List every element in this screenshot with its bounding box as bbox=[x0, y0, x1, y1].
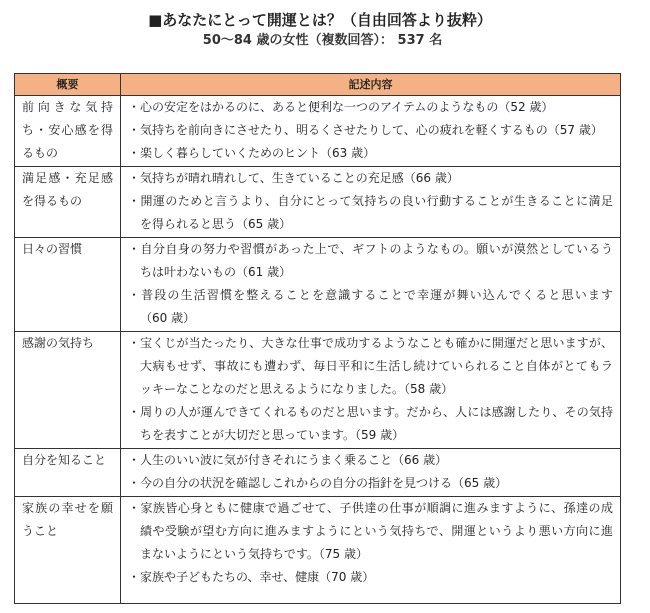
response-line: ちは叶わないもの（61 歳） bbox=[140, 265, 292, 279]
description-cell bbox=[121, 167, 621, 238]
response-line: ・宝くじが当たったり、大きな仕事で成功するようなことも確かに開運だと思いますが、 bbox=[128, 336, 613, 350]
table-row bbox=[15, 332, 621, 449]
response-line: ・心の安定をはかるのに、あると便利な一つのアイテムのようなもの（52 歳） bbox=[128, 100, 554, 114]
description-cell bbox=[121, 497, 621, 604]
response-line: ・開運のためと言うより、自分にとって気持ちの良い行動することが生きることに満足 bbox=[128, 194, 613, 208]
response-item bbox=[128, 449, 613, 472]
survey-table bbox=[14, 73, 621, 604]
response-line: （60 歳） bbox=[140, 311, 196, 325]
response-line: ・楽しく暮らしていくためのヒント（63 歳） bbox=[128, 146, 376, 160]
summary-cell bbox=[15, 167, 121, 238]
summary-label: 自分を知ること bbox=[22, 453, 107, 467]
summary-cell bbox=[15, 449, 121, 497]
description-cell bbox=[121, 96, 621, 167]
summary-label: 日々の習慣 bbox=[22, 242, 83, 256]
response-line: ッキーなことなのだと思えるようになりました。（58 歳） bbox=[140, 382, 454, 396]
response-item bbox=[128, 119, 613, 142]
response-item bbox=[128, 190, 613, 236]
summary-label: 前向きな気持ち・安心感を得るもの bbox=[22, 100, 113, 160]
response-line: ・普段の生活習慣を整えることを意識することで幸運が舞い込んでくると思います bbox=[128, 288, 613, 302]
summary-label: 感謝の気持ち bbox=[22, 336, 95, 350]
table-row bbox=[15, 238, 621, 332]
response-line: ・家族皆心身ともに健康で過ごせて、子供達の仕事が順調に進みますように、孫達の成 bbox=[128, 501, 613, 515]
response-line: ・家族や子どもたちの、幸せ、健康（70 歳） bbox=[128, 570, 375, 584]
response-item bbox=[128, 167, 613, 190]
response-line: ・周りの人が運んできてくれるものだと思います。だから、人には感謝したり、その気持 bbox=[128, 405, 613, 419]
response-line: ・気持ちを前向きにさせたり、明るくさせたりして、心の疲れを軽くするもの（57 歳） bbox=[128, 123, 603, 137]
description-cell bbox=[121, 332, 621, 449]
summary-label: 家族の幸せを願うこと bbox=[22, 501, 113, 538]
response-line: ・自分自身の努力や習慣があった上で、ギフトのようなもの。願いが漠然としているう bbox=[128, 242, 613, 256]
response-item bbox=[128, 96, 613, 119]
column-header-content: 記述内容 bbox=[121, 74, 621, 96]
response-line: 績や受験が望む方向に進みますようにという気持ちで、開運というより悪い方向に進 bbox=[140, 524, 613, 538]
table-row bbox=[15, 167, 621, 238]
page-subtitle: 50～84 歳の女性（複数回答）： 537 名 bbox=[202, 33, 443, 48]
response-item bbox=[128, 472, 613, 495]
table-header-row bbox=[15, 74, 621, 96]
response-item bbox=[128, 284, 613, 330]
response-item bbox=[128, 497, 613, 566]
response-item bbox=[128, 142, 613, 165]
response-line: ・人生のいい波に気が付きそれにうまく乗ること（66 歳） bbox=[128, 453, 448, 467]
summary-cell bbox=[15, 96, 121, 167]
response-line: 大病もせず、事故にも遭わず、毎日平和に生活し続けていられること自体がとてもラ bbox=[140, 359, 613, 373]
response-line: ちを表すことが大切だと思っています。（59 歳） bbox=[140, 428, 405, 442]
description-cell bbox=[121, 238, 621, 332]
response-item bbox=[128, 238, 613, 284]
response-line: ・今の自分の状況を確認しこれからの自分の指針を見つける（65 歳） bbox=[128, 476, 508, 490]
response-line: を得られると思う（65 歳） bbox=[140, 217, 292, 231]
response-item bbox=[128, 401, 613, 447]
response-item bbox=[128, 332, 613, 401]
response-line: まないようにという気持ちです。（75 歳） bbox=[140, 547, 369, 561]
response-line: ・気持ちが晴れ晴れして、生きていることの充足感（66 歳） bbox=[128, 171, 459, 185]
column-header-summary: 概要 bbox=[15, 74, 121, 96]
page-title: ■あなたにとって開運とは？（自由回答より抜粋） bbox=[148, 11, 492, 29]
table-row bbox=[15, 449, 621, 497]
table-row bbox=[15, 96, 621, 167]
summary-label: 満足感・充足感を得るもの bbox=[22, 171, 113, 208]
summary-cell bbox=[15, 497, 121, 604]
table-row bbox=[15, 497, 621, 604]
summary-cell bbox=[15, 332, 121, 449]
summary-cell bbox=[15, 238, 121, 332]
description-cell bbox=[121, 449, 621, 497]
response-item bbox=[128, 566, 613, 589]
